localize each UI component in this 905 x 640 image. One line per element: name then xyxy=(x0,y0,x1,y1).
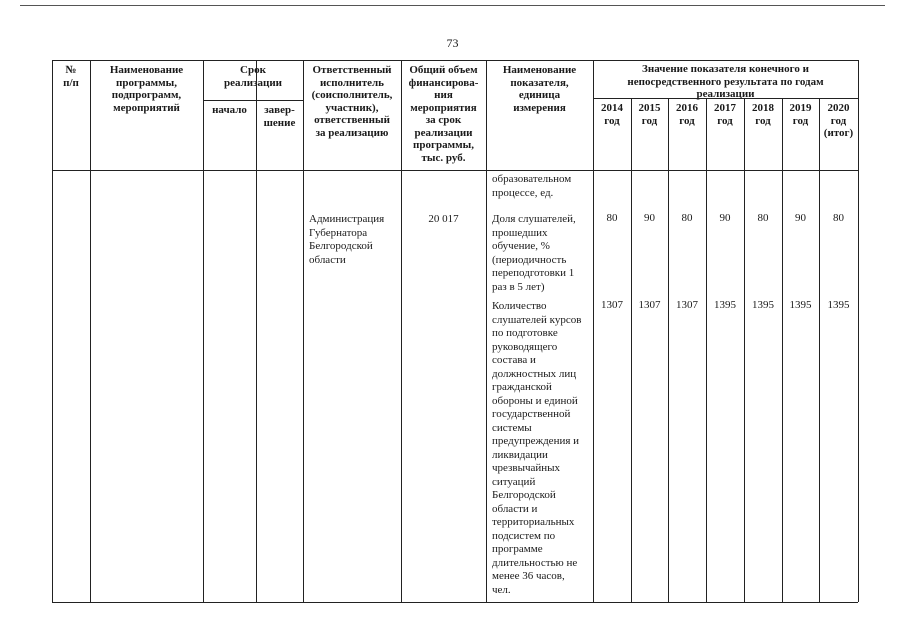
value-cell: 80 xyxy=(681,212,693,224)
header-term: Срок реализации xyxy=(223,64,283,89)
header-year: 2014 год xyxy=(601,102,623,127)
indicator-cell: Доля слушателей, прошедших обучение, % (периодичность переподготовки 1 раз в 5 лет) xyxy=(492,213,576,293)
col-divider xyxy=(668,98,669,602)
col-divider xyxy=(706,98,707,602)
header-num: № п/п xyxy=(63,64,79,89)
col-divider xyxy=(744,98,745,602)
header-executor: Ответственный исполнитель (соисполнитель, участник), ответственный за реализацию xyxy=(311,64,393,139)
header-indicator: Наименование показателя, единица измерения xyxy=(502,64,577,114)
finance-cell: 20 017 xyxy=(428,213,459,225)
header-year: 2020 год (итог) xyxy=(823,102,854,139)
value-cell: 80 xyxy=(833,212,844,224)
value-cell: 80 xyxy=(606,212,618,224)
header-year: 2015 год xyxy=(638,102,661,127)
header-term-end: завер- шение xyxy=(263,104,296,129)
table-border-bottom xyxy=(52,602,858,603)
value-cell: 90 xyxy=(644,212,655,224)
col-divider xyxy=(486,60,487,602)
value-cell: 1307 xyxy=(676,299,698,311)
indicator-carryover-text: образовательном процессе, ед. xyxy=(492,173,572,199)
indicator-cell: Количество слушателей курсов по подготовке руководящего состава и должностных лиц гражданской обороны и единой государственной системы предупреждения и ликвидации чрезвычайных ситуаций Белгородской области и территориальных подсистем по программе длительностью не менее 36 часов, чел. xyxy=(492,300,582,596)
value-cell: 1395 xyxy=(827,299,850,311)
value-cell: 1395 xyxy=(752,299,774,311)
col-divider xyxy=(819,98,820,602)
scan-top-edge xyxy=(20,5,885,6)
executor-cell: Администрация Губернатора Белгородской области xyxy=(309,213,385,266)
table-border-top xyxy=(52,60,858,61)
col-divider xyxy=(90,60,91,602)
value-cell: 1395 xyxy=(714,299,736,311)
value-cell: 1307 xyxy=(638,299,661,311)
header-year: 2018 год xyxy=(752,102,774,127)
header-year: 2017 год xyxy=(714,102,736,127)
value-cell: 90 xyxy=(719,212,731,224)
table-border-left xyxy=(52,60,53,602)
col-divider xyxy=(256,60,257,602)
col-divider xyxy=(203,60,204,602)
col-divider xyxy=(303,60,304,602)
page-number: 73 xyxy=(446,36,459,50)
header-term-start: начало xyxy=(212,104,247,116)
value-cell: 1307 xyxy=(601,299,623,311)
header-year: 2016 год xyxy=(676,102,698,127)
value-cell: 80 xyxy=(757,212,769,224)
header-name: Наименование программы, подпрограмм, мероприятий xyxy=(109,64,184,114)
value-cell: 90 xyxy=(795,212,806,224)
header-finance: Общий объем финансирова- ния мероприятия за срок реализации программы, тыс. руб. xyxy=(408,64,479,164)
header-values-title: Значение показателя конечного и непосредственного результата по годам реализации xyxy=(627,63,824,100)
term-subheader-line xyxy=(203,100,303,101)
table-border-right xyxy=(858,60,859,602)
header-bottom-line xyxy=(52,170,858,171)
header-year: 2019 год xyxy=(789,102,812,127)
col-divider xyxy=(782,98,783,602)
value-cell: 1395 xyxy=(789,299,812,311)
col-divider xyxy=(631,98,632,602)
col-divider xyxy=(593,60,594,602)
